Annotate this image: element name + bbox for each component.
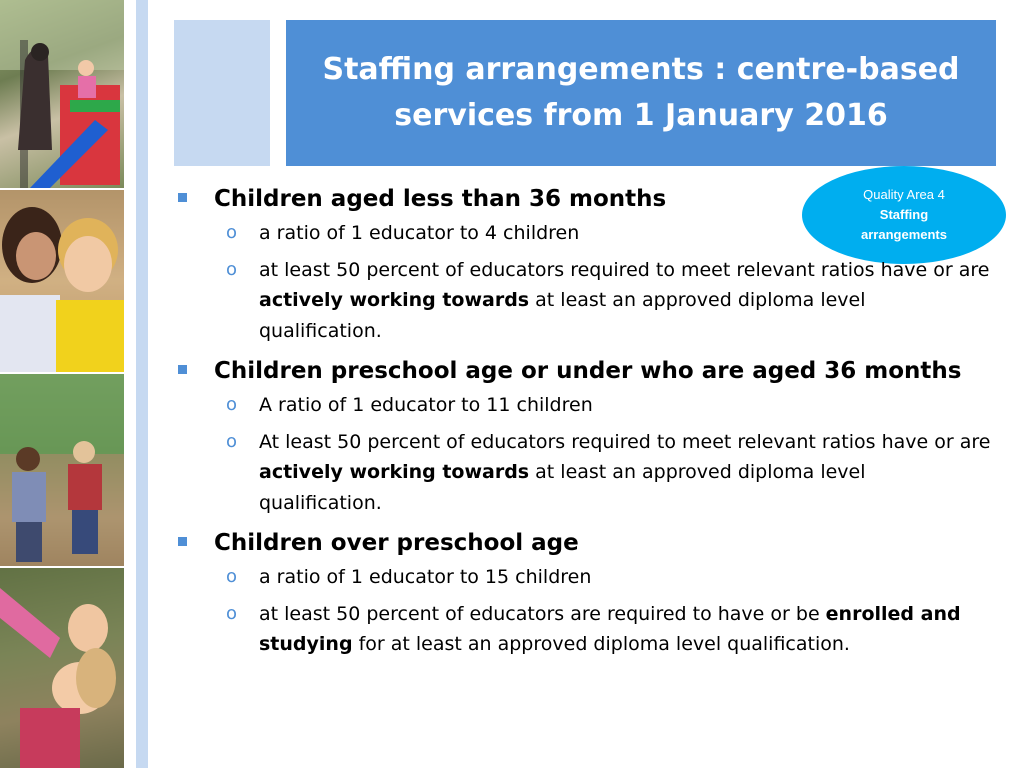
header-side-block <box>174 20 270 166</box>
section-under-36-months <box>174 182 994 346</box>
badge-staffing: Staffing <box>879 207 929 222</box>
circle-bullet-icon: o <box>226 258 238 280</box>
item-text-before: at least 50 percent of educators required to meet relevant ratios have or are <box>259 258 990 281</box>
photo-strip <box>0 0 124 768</box>
circle-bullet-icon: o <box>226 430 238 452</box>
circle-bullet-icon: o <box>226 394 238 415</box>
item-text: a ratio of 1 educator to 15 children <box>259 566 592 588</box>
strip-separator <box>124 0 136 768</box>
badge-quality-area: Quality Area 4 <box>863 187 945 202</box>
list-item <box>174 218 994 249</box>
circle-bullet-icon: o <box>226 602 238 624</box>
photo-children-outdoors <box>0 374 124 566</box>
strip-accent-bar <box>136 0 148 768</box>
item-text-after: for at least an approved diploma level qualification. <box>352 633 850 655</box>
item-text-bold: actively working towards <box>259 289 530 311</box>
header-banner <box>286 20 996 166</box>
heading-text: Children aged less than 36 months <box>214 186 667 212</box>
section-preschool-or-under <box>174 354 994 518</box>
list-item <box>174 562 994 593</box>
list-item <box>174 390 994 421</box>
item-text-before: At least 50 percent of educators required to meet relevant ratios have or are <box>259 430 991 453</box>
item-text: A ratio of 1 educator to 11 children <box>259 394 593 416</box>
item-text-bold: enrolled and studying <box>259 602 961 655</box>
photo-children-playing <box>0 568 124 768</box>
item-text-after: at least an approved diploma level qualification. <box>259 461 866 514</box>
section-heading <box>174 182 994 216</box>
badge-arrangements: arrangements <box>861 227 947 242</box>
section-heading <box>174 526 994 560</box>
circle-bullet-icon: o <box>226 566 238 587</box>
square-bullet-icon <box>178 365 187 374</box>
photo-children-whispering <box>0 190 124 372</box>
list-item <box>174 255 994 347</box>
section-heading <box>174 354 994 388</box>
page-title: Staffing arrangements : centre-based services from 1 January 2016 <box>322 52 960 133</box>
square-bullet-icon <box>178 537 187 546</box>
photo-playground-slide <box>0 0 124 188</box>
list-item <box>174 599 994 660</box>
circle-bullet-icon: o <box>226 222 238 243</box>
list-item <box>174 427 994 519</box>
item-text: a ratio of 1 educator to 4 children <box>259 222 580 244</box>
heading-text: Children preschool age or under who are aged 36 months <box>214 358 962 384</box>
item-text-before: at least 50 percent of educators are required to have or be <box>259 602 826 625</box>
heading-text: Children over preschool age <box>214 530 579 556</box>
section-over-preschool <box>174 526 994 660</box>
item-text-bold: actively working towards <box>259 461 530 483</box>
item-text-after: at least an approved diploma level qualification. <box>259 289 866 342</box>
square-bullet-icon <box>178 193 187 202</box>
content-body <box>174 182 994 668</box>
